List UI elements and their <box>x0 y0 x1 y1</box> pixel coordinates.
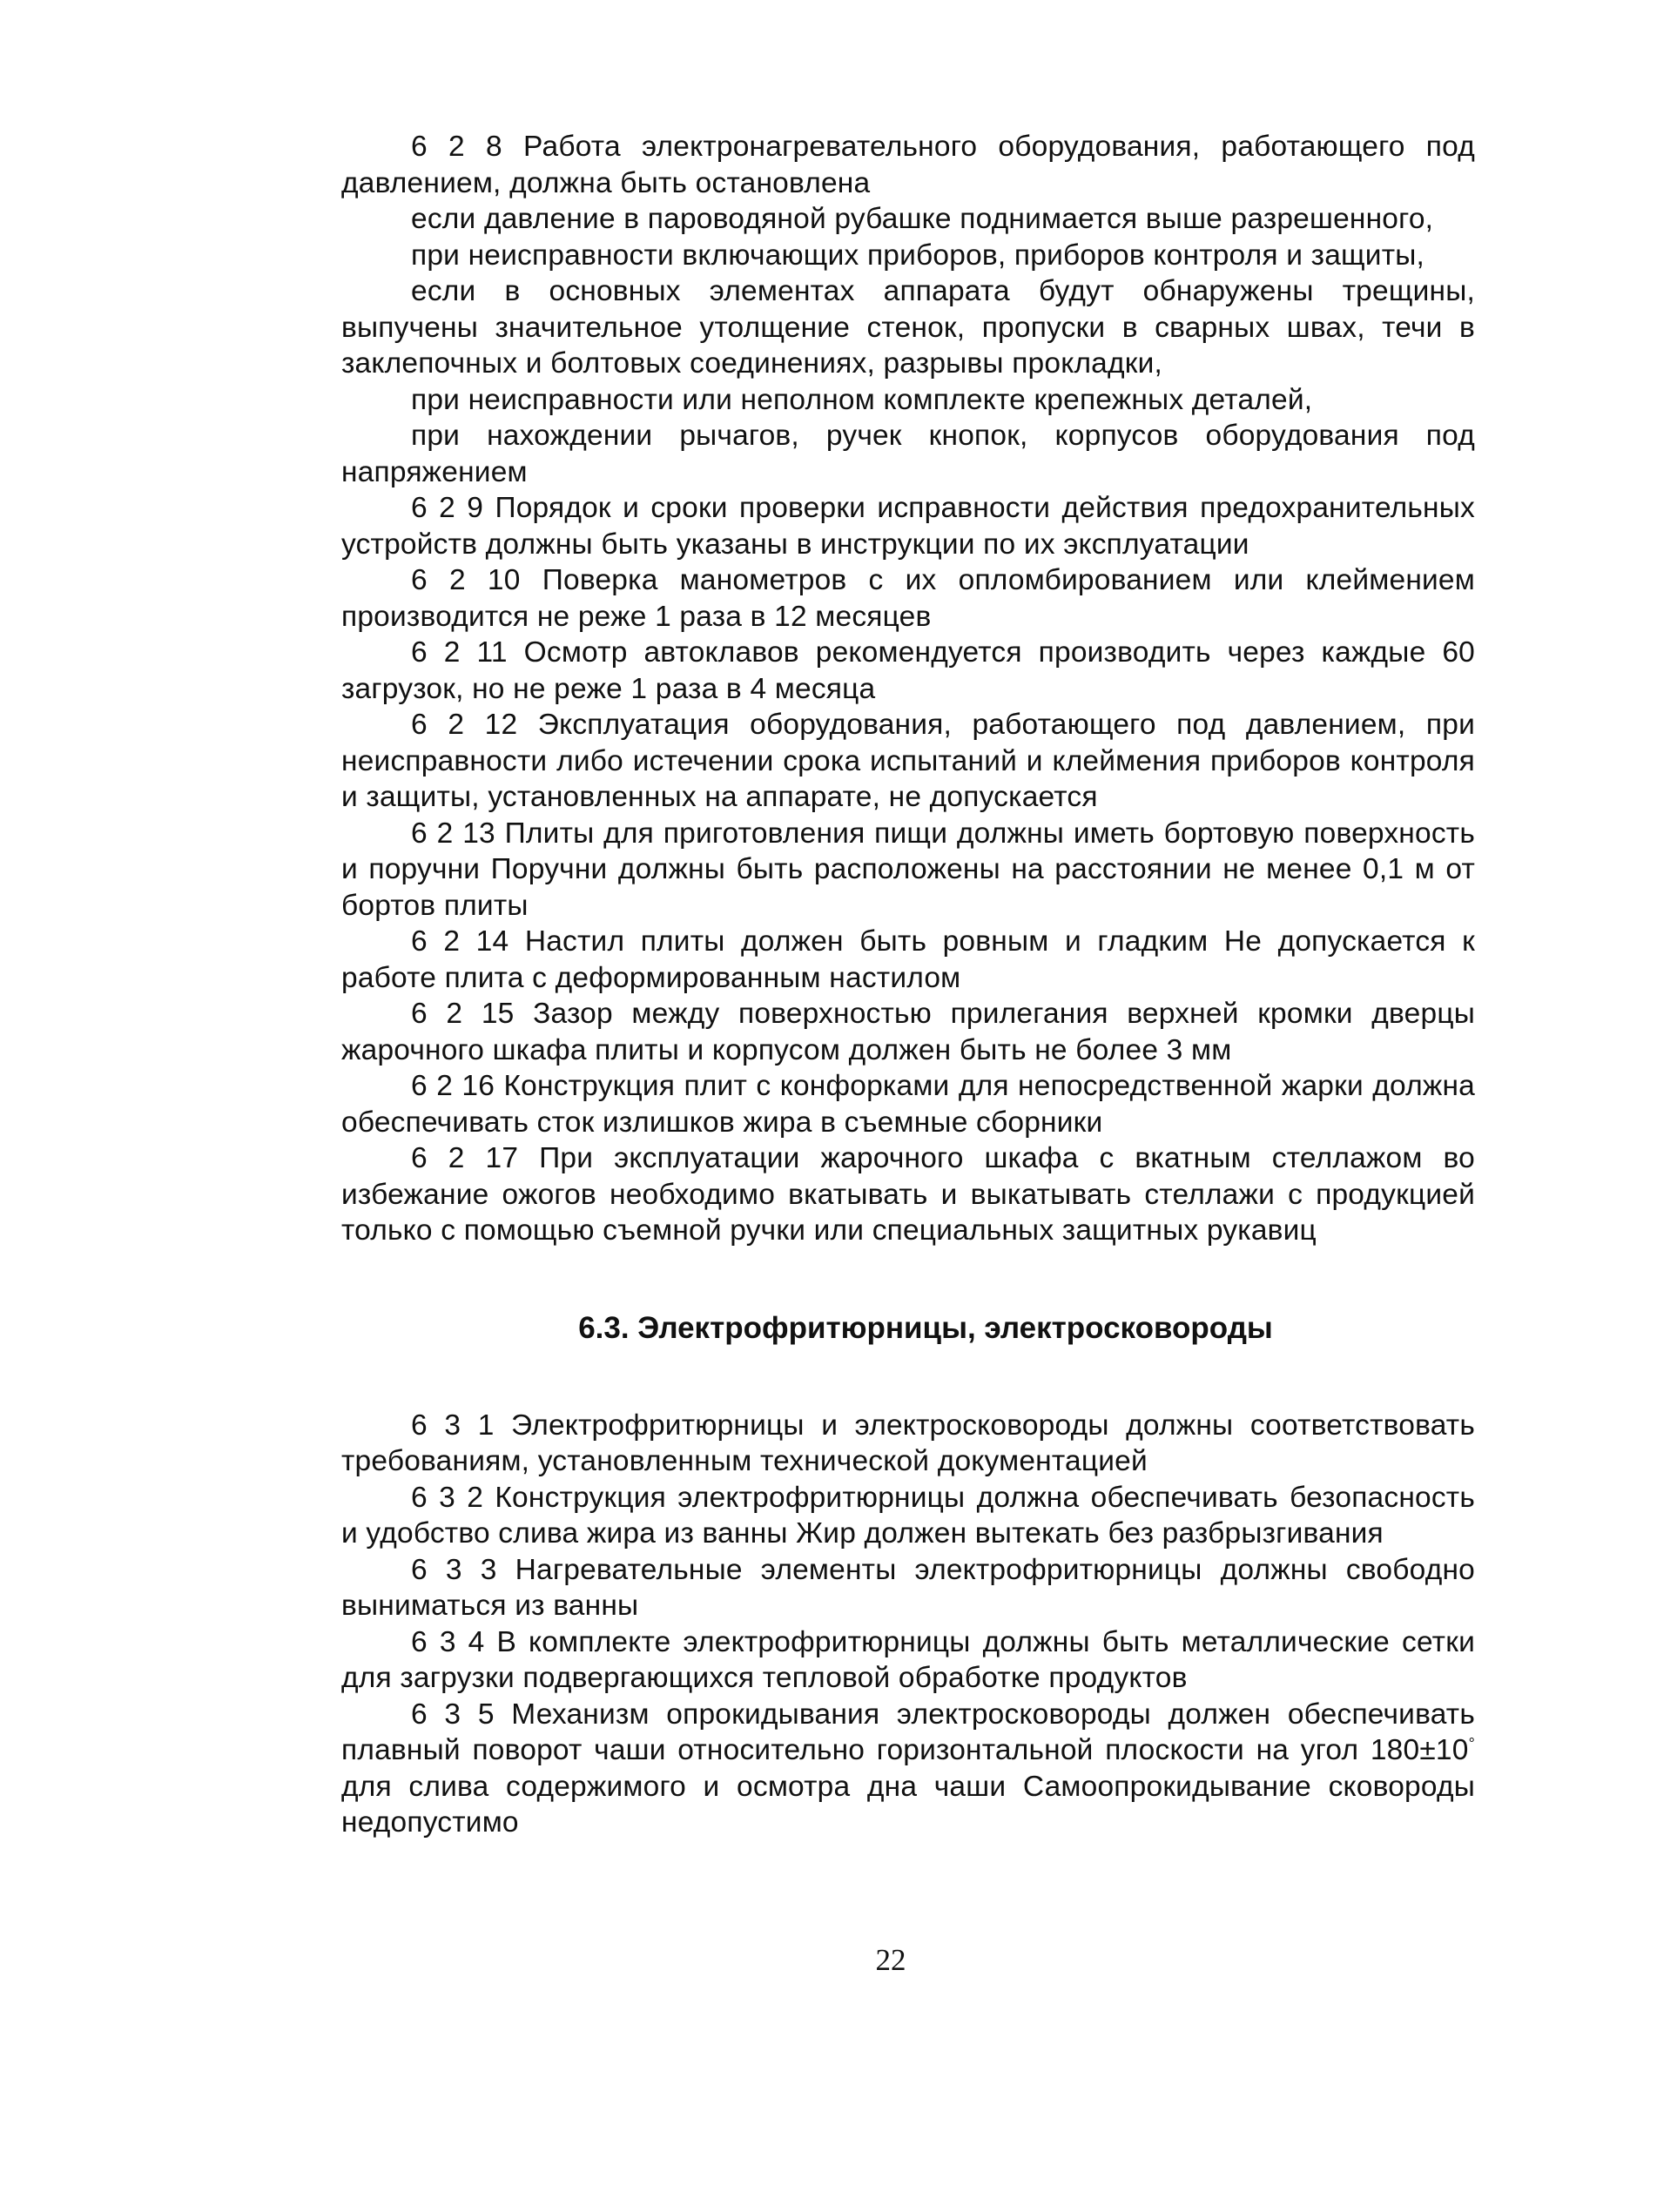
paragraph-last-text-end: для слива содержимого и осмотра дна чаши Самоопрокидывание сковороды недопустимо <box>341 1770 1475 1839</box>
paragraph: при неисправности или неполном комплекте крепежных деталей, <box>411 383 1313 416</box>
paragraph: 6 2 17 При эксплуатации жарочного шкафа с вкатным стеллажом во избежание ожогов необходимо вкатывать и выкатывать стеллажи с продукцией только с помощью съемной ручки или специальных защитных рукавиц <box>341 1142 1475 1247</box>
paragraph: 6 2 10 Поверка манометров с их опломбированием или клеймением производится не реже 1 раза в 12 месяцев <box>341 564 1475 633</box>
paragraph-last-text: 6 3 5 Механизм опрокидывания электросковороды должен обеспечивать плавный поворот чаши относительно горизонтальной плоскости на угол 180±10 <box>341 1698 1475 1766</box>
paragraph: 6 2 12 Эксплуатация оборудования, работающего под давлением, при неисправности либо истечении срока испытаний и клеймения приборов контроля и защиты, установленных на аппарате, не допускается <box>341 709 1475 813</box>
paragraph: 6 2 9 Порядок и сроки проверки исправности действия предохранительных устройств должны быть указаны в инструкции по их эксплуатации <box>341 492 1475 561</box>
paragraph: 6 3 2 Конструкция электрофритюрницы должна обеспечивать безопасность и удобство слива жира из ванны Жир должен вытекать без разбрызгивания <box>341 1481 1475 1550</box>
paragraph: 6 3 1 Электрофритюрницы и электросковороды должны соответствовать требованиям, установленным технической документацией <box>341 1409 1475 1477</box>
section-heading: 6.3. Электрофритюрницы, электросковороды <box>578 1310 1273 1345</box>
paragraph: если давление в пароводяной рубашке поднимается выше разрешенного, <box>411 203 1434 235</box>
paragraphs-after <box>341 1408 1475 1841</box>
paragraph: 6 2 8 Работа электронагревательного оборудования, работающего под давлением, должна быть остановлена <box>341 131 1475 199</box>
paragraph: 6 3 3 Нагревательные элементы электрофритюрницы должны свободно выниматься из ванны <box>341 1553 1475 1622</box>
paragraph-last <box>341 1697 1475 1841</box>
paragraph: при нахождении рычагов, ручек кнопок, корпусов оборудования под напряжением <box>341 420 1475 488</box>
paragraph: 6 2 11 Осмотр автоклавов рекомендуется производить через каждые 60 загрузок, но не реже 1 раза в 4 месяца <box>341 636 1475 705</box>
paragraph: 6 2 15 Зазор между поверхностью прилегания верхней кромки дверцы жарочного шкафа плиты и корпусом должен быть не более 3 мм <box>341 998 1475 1066</box>
paragraph: 6 3 4 В комплекте электрофритюрницы должны быть металлические сетки для загрузки подвергающихся тепловой обработке продуктов <box>341 1625 1475 1694</box>
paragraph: если в основных элементах аппарата будут обнаружены трещины, выпучены значительное утолщение стенок, пропуски в сварных швах, течи в заклепочных и болтовых соединениях, разрывы прокладки, <box>341 275 1475 380</box>
paragraphs-before <box>341 129 1475 1249</box>
page-number: 22 <box>875 1943 906 1977</box>
paragraph: 6 2 14 Настил плиты должен быть ровным и гладким Не допускается к работе плита с деформированным настилом <box>341 925 1475 994</box>
paragraph: при неисправности включающих приборов, приборов контроля и защиты, <box>411 239 1425 272</box>
paragraph: 6 2 13 Плиты для приготовления пищи должны иметь бортовую поверхность и поручни Поручни должны быть расположены на расстоянии не менее 0,1 м от бортов плиты <box>341 817 1475 922</box>
degree-sign: ° <box>1468 1734 1475 1752</box>
document-page <box>341 129 1475 1841</box>
paragraph: 6 2 16 Конструкция плит с конфорками для непосредственной жарки должна обеспечивать сток излишков жира в съемные сборники <box>341 1070 1475 1139</box>
